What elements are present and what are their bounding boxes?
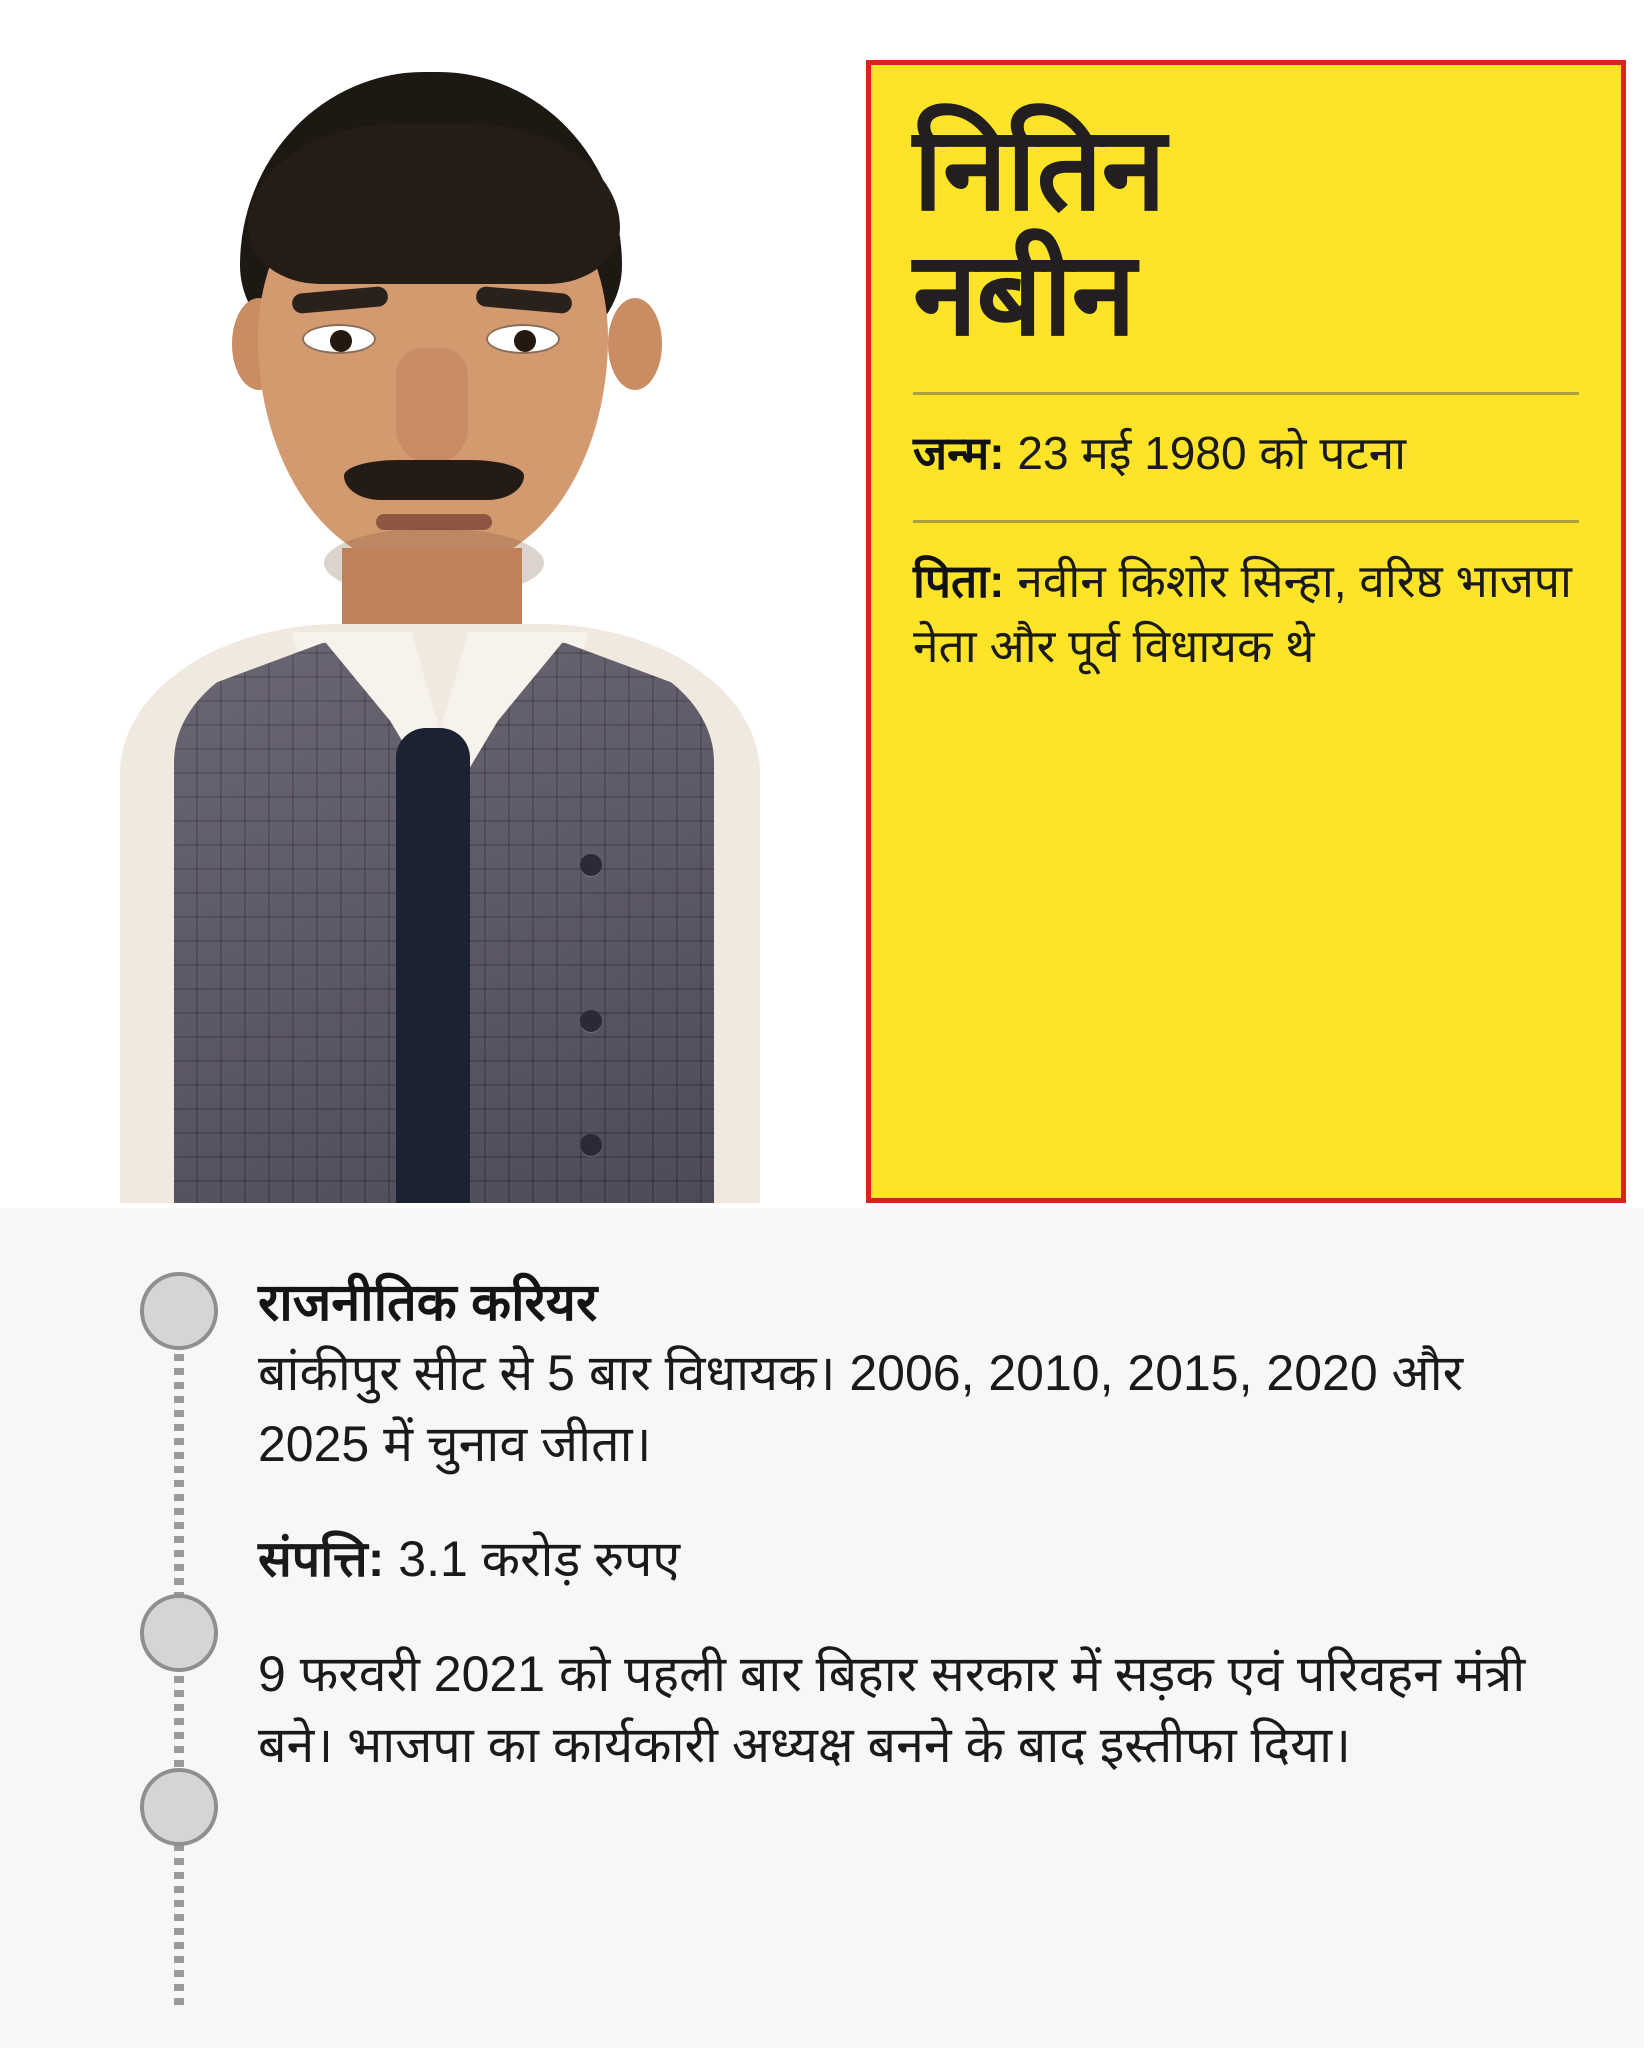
- portrait-ear-right: [608, 298, 662, 390]
- entry-text: 3.1 करोड़ रुपए: [398, 1531, 681, 1588]
- divider: [913, 392, 1579, 395]
- timeline-rail: [140, 1272, 218, 2012]
- portrait-photo: [24, 28, 870, 1203]
- timeline-dot: [140, 1594, 218, 1672]
- portrait-vest-button: [580, 854, 602, 876]
- portrait-vest-button: [580, 1134, 602, 1156]
- divider: [913, 520, 1579, 523]
- entry-text: 9 फरवरी 2021 को पहली बार बिहार सरकार में सड़क एवं परिवहन मंत्री बने। भाजपा का कार्यकारी अध्यक्ष बनने के बाद इस्तीफा दिया।: [258, 1646, 1526, 1774]
- timeline-dot: [140, 1768, 218, 1846]
- entry-title: राजनीतिक करियर: [258, 1274, 598, 1332]
- portrait-moustache: [344, 460, 524, 500]
- profile-name-line-1: नितिन: [913, 104, 1165, 234]
- timeline-section: [0, 1208, 1644, 2048]
- portrait-vest-opening: [396, 728, 470, 1203]
- entry-label: संपत्ति:: [258, 1531, 385, 1588]
- entry-text: बांकीपुर सीट से 5 बार विधायक। 2006, 2010, 2015, 2020 और 2025 में चुनाव जीता।: [258, 1345, 1464, 1473]
- profile-info-box: [866, 60, 1626, 1203]
- portrait-vest-button: [580, 1010, 602, 1032]
- father-label: पिता:: [913, 554, 1005, 607]
- profile-name-line-2: नबीन: [913, 229, 1136, 360]
- portrait-pupil-left: [330, 330, 352, 352]
- birth-label: जन्म:: [913, 426, 1005, 479]
- birth-value: 23 मई 1980 को पटना: [1017, 426, 1407, 479]
- timeline-entry-minister: [258, 1639, 1588, 1781]
- timeline-dot: [140, 1272, 218, 1350]
- portrait-nose: [396, 348, 468, 464]
- entry-assets-row: [258, 1524, 1588, 1595]
- timeline-entry-career: [258, 1272, 1588, 1480]
- birth-row: [913, 421, 1579, 486]
- profile-name: [913, 104, 1579, 360]
- timeline-entries: [258, 1268, 1588, 1809]
- portrait-pupil-right: [514, 330, 536, 352]
- father-value: नवीन किशोर सिन्हा, वरिष्ठ भाजपा नेता और पूर्व विधायक थे: [913, 554, 1572, 673]
- father-row: [913, 549, 1579, 680]
- portrait-fringe: [248, 124, 620, 284]
- timeline-entry-assets: [258, 1524, 1588, 1595]
